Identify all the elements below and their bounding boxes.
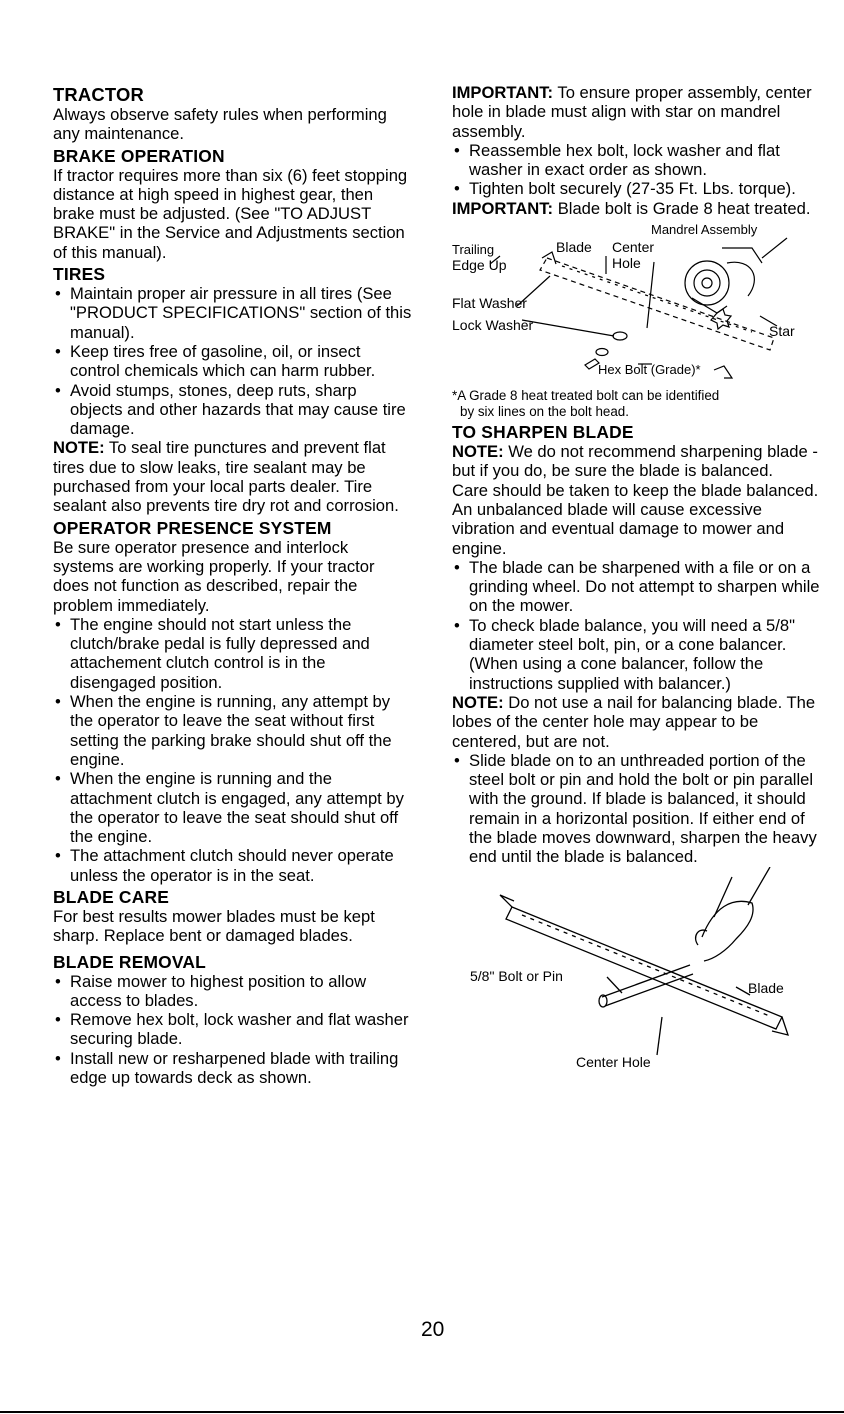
footnote-line: by six lines on the bolt head.	[460, 404, 629, 420]
page-number: 20	[421, 1318, 445, 1341]
tractor-heading: TRACTOR	[53, 84, 144, 105]
note-text: We do not recommend sharpening blade - but if you do, be sure the blade is balanced.	[452, 442, 818, 481]
balance-list	[452, 751, 822, 867]
blade-label: Blade	[748, 979, 784, 996]
nail-note	[452, 693, 822, 751]
sharpen-note	[452, 442, 822, 481]
bottom-rule	[0, 1411, 844, 1413]
operator-presence-text: Be sure operator presence and interlock systems are working properly. If your tractor does not function as described, repair the problem immediately.	[53, 537, 375, 615]
list-item: • Reassemble hex bolt, lock washer and flat washer in exact order as shown.	[452, 141, 822, 180]
important-text: To ensure proper assembly, center hole in blade must align with star on mandrel assembly.	[452, 83, 812, 141]
note-text: Do not use a nail for balancing blade. The lobes of the center hole may appear to be centered, but are not.	[452, 692, 816, 751]
operator-presence-list	[53, 615, 413, 885]
flat-washer-label: Flat Washer	[452, 295, 527, 312]
left-column	[53, 83, 413, 1087]
blade-removal-heading: BLADE REMOVAL	[53, 951, 206, 972]
brake-operation-text: If tractor requires more than six (6) feet stopping distance at high speed in highest gear, then brake must be adjusted. (See "TO ADJUST BRAKE" in the Service and Adjustments section of this manual).	[53, 165, 408, 262]
list-item: • The blade can be sharpened with a file or on a grinding wheel. Do not attempt to sharpen while on the mower.	[452, 558, 822, 616]
blade-balance-figure	[452, 867, 822, 1073]
blade-label: Blade	[556, 239, 592, 256]
list-item: • Raise mower to highest position to allow access to blades.	[53, 972, 413, 1011]
note-text: To seal tire punctures and prevent flat tires due to slow leaks, tire sealant may be purchased from your local parts dealer. Tire sealant also prevents tire dry rot and corrosion.	[53, 438, 399, 516]
list-item: • Slide blade on to an unthreaded portion of the steel bolt or pin and hold the bolt or pin parallel with the ground. If blade is balanced, it should remain in a horizontal position. If either end of the blade moves downward, sharpen the heavy end until the blade is balanced.	[452, 751, 822, 867]
tires-note	[53, 438, 413, 515]
blade-care-heading: BLADE CARE	[53, 886, 170, 907]
note-label: NOTE:	[452, 692, 504, 712]
important-grade	[452, 199, 822, 218]
center-label: Center	[612, 239, 655, 256]
important-text: Blade bolt is Grade 8 heat treated.	[553, 198, 811, 218]
tractor-text: Always observe safety rules when performing any maintenance.	[53, 105, 387, 144]
tires-list	[53, 284, 413, 438]
blade-care-text: For best results mower blades must be kept sharp. Replace bent or damaged blades.	[53, 906, 375, 946]
list-item: • Maintain proper air pressure in all tires (See "PRODUCT SPECIFICATIONS" section of this manual).	[53, 284, 413, 342]
hex-bolt-label: Hex Bolt (Grade)*	[598, 362, 701, 378]
footnote-line: *A Grade 8 heat treated bolt can be identified	[452, 388, 720, 404]
blade-assembly-figure	[452, 218, 822, 386]
important-label: IMPORTANT:	[452, 83, 554, 102]
bolt-or-pin-label: 5/8" Bolt or Pin	[470, 967, 563, 984]
list-item: • The engine should not start unless the clutch/brake pedal is fully depressed and attachement clutch control is in the disengaged position.	[53, 615, 413, 692]
edge-up-label: Edge Up	[452, 257, 507, 274]
mandrel-assembly-label: Mandrel Assembly	[651, 222, 758, 238]
list-item: • The attachment clutch should never operate unless the operator is in the seat.	[53, 846, 413, 885]
operator-presence-heading: OPERATOR PRESENCE SYSTEM	[53, 517, 332, 538]
blade-removal-list	[53, 972, 413, 1088]
brake-operation-heading: BRAKE OPERATION	[53, 145, 225, 166]
grade-footnote	[452, 388, 822, 420]
right-column	[452, 83, 822, 1073]
reassemble-list	[452, 141, 822, 199]
sharpen-blade-heading: TO SHARPEN BLADE	[452, 422, 634, 443]
important-label: IMPORTANT:	[452, 198, 554, 218]
important-alignment	[452, 83, 822, 141]
note-label: NOTE:	[452, 442, 504, 462]
list-item: • Tighten bolt securely (27-35 Ft. Lbs. torque).	[452, 179, 822, 198]
list-item: • Install new or resharpened blade with trailing edge up towards deck as shown.	[53, 1049, 413, 1088]
center-hole-label: Center Hole	[576, 1053, 651, 1070]
list-item: • Avoid stumps, stones, deep ruts, sharp objects and other hazards that may cause tire damage.	[53, 381, 413, 439]
trailing-label: Trailing	[452, 242, 495, 258]
note-label: NOTE:	[53, 438, 105, 458]
list-item: • To check blade balance, you will need a 5/8" diameter steel bolt, pin, or a cone balancer. (When using a cone balancer, follow the instructions supplied with balancer.)	[452, 616, 822, 693]
list-item: • When the engine is running and the attachment clutch is engaged, any attempt by the operator to leave the seat should shut off the engine.	[53, 769, 413, 846]
sharpen-list	[452, 558, 822, 693]
list-item: • Remove hex bolt, lock washer and flat washer securing blade.	[53, 1010, 413, 1049]
blade-balance-text: Care should be taken to keep the blade balanced. An unbalanced blade will cause excessive vibration and eventual damage to mower and engine.	[452, 480, 819, 558]
lock-washer-label: Lock Washer	[452, 317, 534, 334]
list-item: • When the engine is running, any attempt by the operator to leave the seat without first setting the parking brake should shut off the engine.	[53, 692, 413, 769]
tires-heading: TIRES	[53, 264, 106, 285]
list-item: • Keep tires free of gasoline, oil, or insect control chemicals which can harm rubber.	[53, 342, 413, 381]
star-label: Star	[769, 323, 795, 340]
hole-label: Hole	[612, 255, 641, 272]
